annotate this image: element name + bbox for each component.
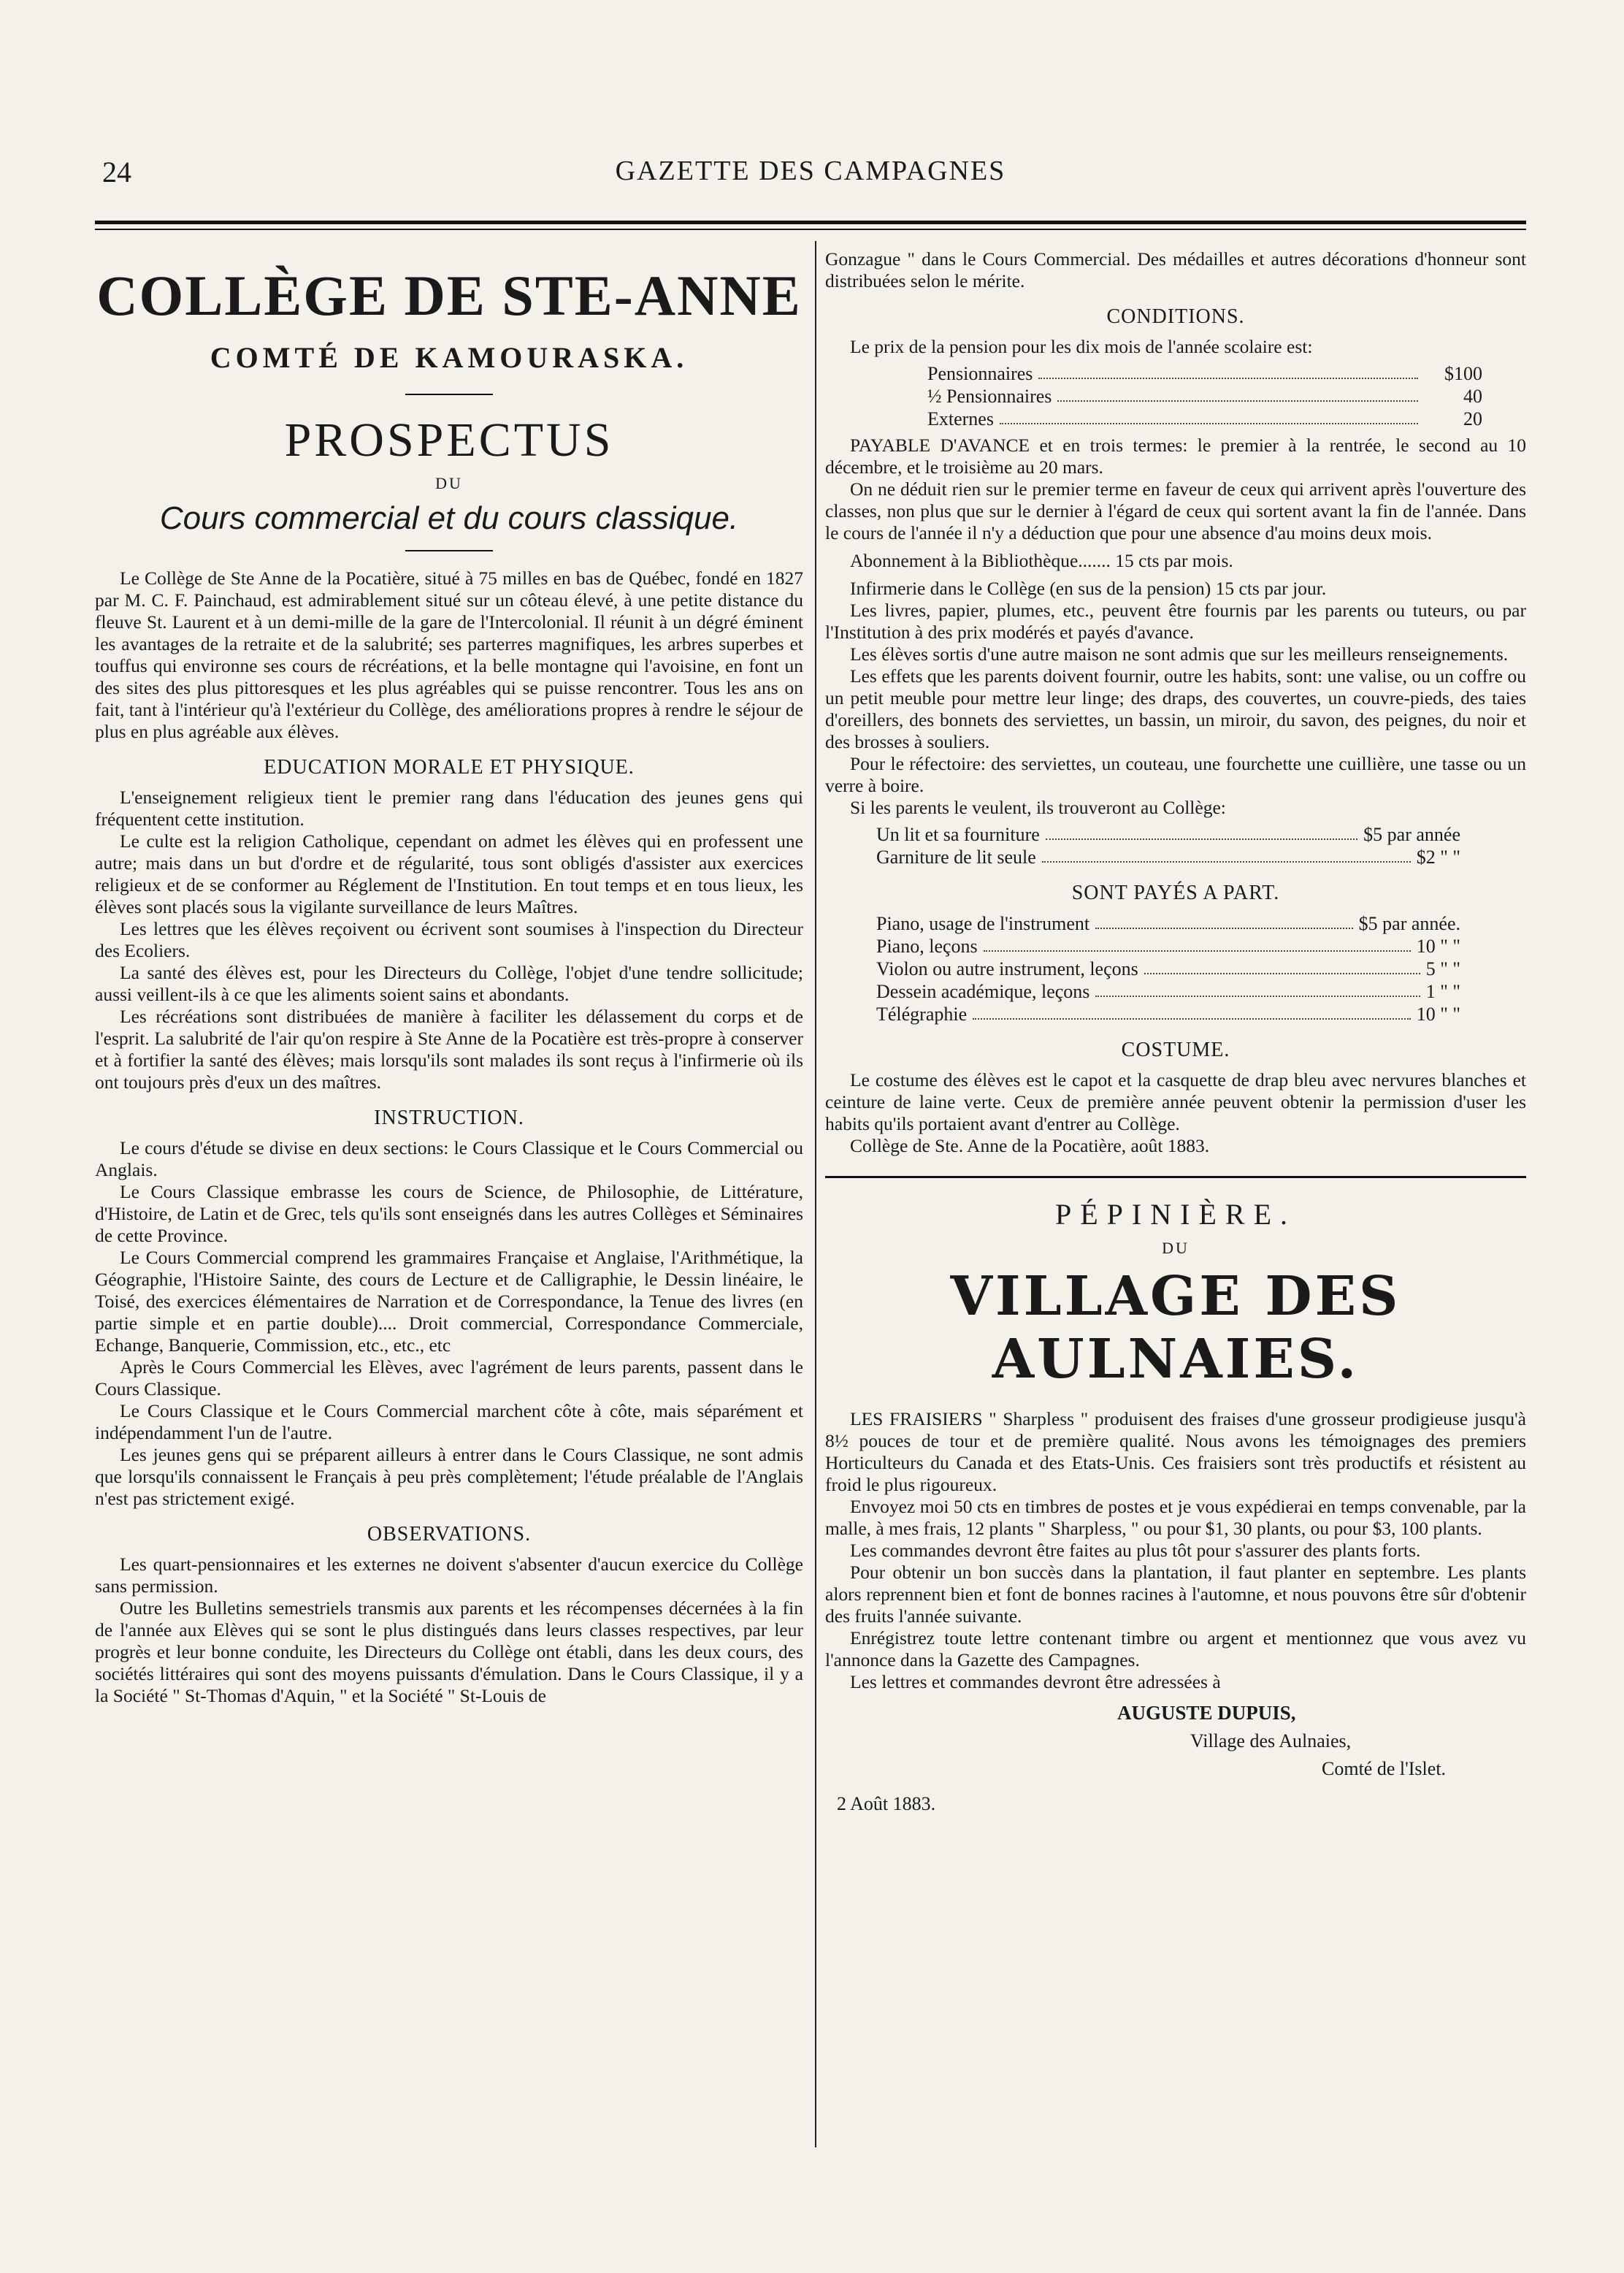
header-rule-thin — [95, 229, 1526, 230]
payment-paragraph: Les livres, papier, plumes, etc., peuvent être fournis par les parents ou tuteurs, ou par l'Institution à des prix modérés et payés d'avance. — [825, 600, 1526, 643]
price-label: Piano, usage de l'instrument — [876, 913, 1090, 934]
payment-paragraph: Pour le réfectoire: des serviettes, un couteau, une fourchette une cuillière, une tasse ou un verre à boire. — [825, 753, 1526, 796]
observations-paragraph: Outre les Bulletins semestriels transmis aux parents et les récompenses décernées à la fin de l'année aux Elèves qui se sont le plus distingués dans leurs classes respectives, par leur progrès et leur bonne conduite, les Directeurs du Collège ont établi, dans les deux cours, des sociétés littéraires qui sont des moyens puissants d'émulation. Dans le Cours Classique, il y a la Société " St-Thomas d'Aquin, " et la Société " St-Louis de — [95, 1597, 803, 1706]
college-masthead: COLLÈGE DE STE-ANNE — [96, 264, 802, 327]
running-head — [95, 155, 1526, 199]
library-fee: Abonnement à la Bibliothèque....... 15 cts par mois. — [850, 550, 1233, 571]
advertiser-address-line: Comté de l'Islet. — [1322, 1758, 1447, 1779]
price-label: Un lit et sa fourniture — [876, 824, 1040, 845]
instruction-paragraph: Le Cours Classique embrasse les cours de Science, de Philosophie, de Littérature, d'Histoire, de Latin et de Grec, tels qu'ils sont enseignés dans les autres Collèges et Séminaires de cette Province. — [95, 1181, 803, 1246]
price-row — [927, 362, 1482, 385]
extras-price-list — [876, 912, 1460, 1025]
costume-paragraph: Le costume des élèves est le capot et la casquette de drap bleu avec nervures blanches et ceinture de laine verte. Ceux de première année peuvent obtenir la permission d'user les habits qu'ils portaient avant d'entrer au Collège. — [825, 1069, 1526, 1134]
payment-paragraph: PAYABLE D'AVANCE et en trois termes: le premier à la rentrée, le second au 10 décembre, et le troisième au 20 mars. — [825, 435, 1526, 478]
observations-paragraph: Les quart-pensionnaires et les externes ne doivent s'absenter d'aucun exercice du Collège sans permission. — [95, 1554, 803, 1597]
education-heading: EDUCATION MORALE ET PHYSIQUE. — [264, 756, 635, 779]
observations-heading: OBSERVATIONS. — [367, 1523, 532, 1546]
price-amount: 10 " " — [1416, 936, 1460, 957]
ad-paragraph: LES FRAISIERS " Sharpless " produisent des fraises d'une grosseur prodigieuse jusqu'à 8½ pouces de tour et de première qualité. Nous avons les témoignages des premiers Horticulteurs du Canada et des Etats-Unis. Ces fraisiers sont très productifs et résistent au froid le plus rigoureux. — [825, 1408, 1526, 1495]
price-amount: 20 — [1463, 408, 1482, 429]
price-label: Pensionnaires — [927, 363, 1033, 384]
advertiser-signature: AUGUSTE DUPUIS, — [1117, 1702, 1296, 1724]
infirmary-fee: Infirmerie dans le Collège (en sus de la pension) 15 cts par jour. — [850, 578, 1327, 599]
price-row — [876, 846, 1460, 868]
ad-paragraph: Les commandes devront être faites au plus tôt pour s'assurer des plants forts. — [850, 1540, 1421, 1561]
leader-dots — [984, 935, 1411, 952]
pepiniere-heading: PÉPINIÈRE. — [1055, 1198, 1296, 1231]
conditions-intro: Le prix de la pension pour les dix mois de l'année scolaire est: — [850, 336, 1313, 357]
short-rule — [405, 394, 493, 395]
right-column — [825, 248, 1526, 1815]
running-title: GAZETTE DES CAMPAGNES — [615, 156, 1006, 186]
education-paragraph: Les lettres que les élèves reçoivent ou écrivent sont soumises à l'inspection du Directeur des Ecoliers. — [95, 918, 803, 961]
ad-paragraph: Pour obtenir un bon succès dans la plantation, il faut planter en septembre. Les plants alors reprennent bien et font de bonnes racines à l'automne, et nous pouvons être sûr d'obtenir des fruits l'année suivante. — [825, 1562, 1526, 1627]
price-row — [876, 958, 1460, 980]
conditions-heading: CONDITIONS. — [1106, 305, 1245, 328]
costume-heading: COSTUME. — [1121, 1039, 1230, 1061]
price-row — [876, 912, 1460, 935]
price-amount: $5 par année — [1363, 824, 1460, 845]
du-label: DU — [1162, 1239, 1190, 1257]
price-label: Garniture de lit seule — [876, 847, 1036, 868]
pension-price-list — [927, 362, 1482, 430]
instruction-paragraph: Après le Cours Commercial les Elèves, avec l'agrément de leurs parents, passent dans le Cours Classique. — [95, 1356, 803, 1399]
price-row — [927, 385, 1482, 408]
price-label: Violon ou autre instrument, leçons — [876, 958, 1138, 979]
education-paragraph: Le culte est la religion Catholique, cependant on admet les élèves qui en professent une autre; mais dans un but d'ordre et de régularité, tous sont obligés d'assister aux exercices religieux et de se conformer au Réglement de l'Institution. En tout temps et en tous lieux, les élèves sont placés sous la vigilante surveillance de leurs Maîtres. — [95, 830, 803, 917]
price-label: Dessein académique, leçons — [876, 981, 1090, 1002]
payment-paragraph: Les effets que les parents doivent fournir, outre les habits, sont: une valise, ou un coffre ou un petit meuble pour mettre leur linge; des draps, des couvertes, un couvre-pieds, des taies d'oreillers, des bonnets des serviettes, un bassin, un miroir, du savon, des peignes, du noir et des brosses à souliers. — [825, 665, 1526, 752]
advertiser-address-line: Village des Aulnaies, — [1190, 1730, 1352, 1751]
instruction-paragraph: Le cours d'étude se divise en deux sections: le Cours Classique et le Cours Commercial ou Anglais. — [95, 1137, 803, 1180]
column-divider — [815, 241, 816, 2147]
section-rule — [825, 1176, 1526, 1178]
price-row — [876, 1003, 1460, 1025]
price-label: Piano, leçons — [876, 936, 978, 957]
instruction-heading: INSTRUCTION. — [374, 1107, 524, 1129]
header-rule — [95, 221, 1526, 224]
left-column — [95, 248, 803, 1707]
price-amount: 10 " " — [1416, 1004, 1460, 1025]
short-rule — [405, 550, 493, 551]
price-label: ½ Pensionnaires — [927, 386, 1052, 407]
price-amount: 1 " " — [1425, 981, 1460, 1002]
prospectus-title: PROSPECTUS — [284, 413, 614, 467]
price-row — [876, 980, 1460, 1003]
leader-dots — [1038, 362, 1418, 379]
price-label: Télégraphie — [876, 1004, 968, 1025]
price-row — [927, 408, 1482, 430]
ad-paragraph: Enrégistrez toute lettre contenant timbre ou argent et mentionnez que vous avez vu l'annonce dans la Gazette des Campagnes. — [825, 1627, 1526, 1670]
leader-dots — [1042, 846, 1411, 863]
price-row — [876, 935, 1460, 958]
village-headline: VILLAGE DES AULNAIES. — [950, 1265, 1401, 1391]
price-row — [876, 823, 1460, 846]
price-amount: $5 par année. — [1358, 913, 1460, 934]
payment-paragraph: On ne déduit rien sur le premier terme en faveur de ceux qui arrivent après l'ouverture des classes, non plus que sur le dernier à l'égard de ceux qui sortent avant la fin de l'année. Dans le cours de l'année il n'y a déduction que pour une absence d'au moins deux mois. — [825, 478, 1526, 543]
leader-dots — [1000, 408, 1418, 424]
price-amount: 40 — [1463, 386, 1482, 407]
intro-paragraph: Le Collège de Ste Anne de la Pocatière, situé à 75 milles en bas de Québec, fondé en 1827 par M. C. F. Painchaud, est admirablement situé sur un côteau élevé, à une petite distance du fleuve St. Laurent et à un demi-mille de la gare de l'Intercolonial. Il réunit à un dégré éminent les avantages de la retraite et de la salubrité; ses parterres magnifiques, les arbres superbes et touffus qui environne ses cours de récréations, et la belle montagne qui l'avoisine, en font un des sites des plus pittoresques et les plus agréables qui se puisse rencontrer. Tous les ans on fait, tant à l'intérieur qu'à l'extérieur du Collège, des améliorations propres à rendre le séjour de plus en plus agréable aux élèves. — [95, 568, 803, 742]
course-title: Cours commercial et du cours classique. — [159, 500, 739, 536]
price-amount: $100 — [1444, 363, 1482, 384]
leader-dots — [1057, 385, 1418, 402]
leader-dots — [1095, 912, 1353, 929]
page-number: 24 — [102, 156, 131, 188]
education-paragraph: La santé des élèves est, pour les Directeurs du Collège, l'objet d'une tendre sollicitude; aussi veillent-ils à ce que les aliments soient sains et abondants. — [95, 962, 803, 1005]
payment-paragraph: Les élèves sortis d'une autre maison ne sont admis que sur les meilleurs renseignements. — [850, 643, 1509, 665]
ad-paragraph: Envoyez moi 50 cts en timbres de postes et je vous expédierai en temps convenable, par la malle, à mes frais, 12 plants " Sharpless, " ou pour $1, 30 plants, ou pour $3, 100 plants. — [825, 1496, 1526, 1539]
instruction-paragraph: Le Cours Classique et le Cours Commercial marchent côte à côte, mais séparément et indépendamment l'un de l'autre. — [95, 1400, 803, 1443]
education-paragraph: L'enseignement religieux tient le premier rang dans l'éducation des jeunes gens qui fréquentent cette institution. — [95, 787, 803, 830]
du-label: DU — [435, 474, 463, 492]
leader-dots — [973, 1003, 1411, 1020]
price-amount: 5 " " — [1425, 958, 1460, 979]
extras-heading: SONT PAYÉS A PART. — [1071, 882, 1280, 904]
leader-dots — [1046, 823, 1357, 840]
price-amount: $2 " " — [1416, 847, 1460, 868]
college-dateline: Collège de Ste. Anne de la Pocatière, août 1883. — [850, 1135, 1210, 1156]
ad-paragraph: Les lettres et commandes devront être adressées à — [850, 1671, 1221, 1692]
ad-dateline: 2 Août 1883. — [837, 1793, 936, 1814]
county-subhead: COMTÉ DE KAMOURASKA. — [210, 341, 689, 374]
continuation-paragraph: Gonzague " dans le Cours Commercial. Des médailles et autres décorations d'honneur sont distribuées selon le mérite. — [825, 248, 1526, 291]
leader-dots — [1144, 958, 1420, 974]
price-label: Externes — [927, 408, 994, 429]
leader-dots — [1095, 980, 1420, 997]
bedding-price-list — [876, 823, 1460, 868]
instruction-paragraph: Le Cours Commercial comprend les grammaires Française et Anglaise, l'Arithmétique, la Géographie, l'Histoire Sainte, des cours de Lecture et de Calligraphie, le Dessin linéaire, le Toisé, des exercices élémentaires de Narration et de Correspondance, la Tenue des livres (en partie simple et en partie double).... Droit commercial, Correspondance Commerciale, Echange, Banquerie, Commission, etc., etc., etc — [95, 1247, 803, 1356]
education-paragraph: Les récréations sont distribuées de manière à faciliter les délassement du corps et de l'esprit. La salubrité de l'air qu'on respire à Ste Anne de la Pocatière est très-propre à conserver et à fortifier la santé des élèves; mais lorsqu'ils sont malades ils sont reçus à l'infirmerie où ils ont toujours près d'eux un des maîtres. — [95, 1006, 803, 1093]
instruction-paragraph: Les jeunes gens qui se préparent ailleurs à entrer dans le Cours Classique, ne sont admis que lorsqu'ils connaissent le Français à peu près complètement; l'étude préalable de l'Anglais n'est pas strictement exigé. — [95, 1444, 803, 1509]
payment-paragraph: Si les parents le veulent, ils trouveront au Collège: — [850, 797, 1226, 818]
